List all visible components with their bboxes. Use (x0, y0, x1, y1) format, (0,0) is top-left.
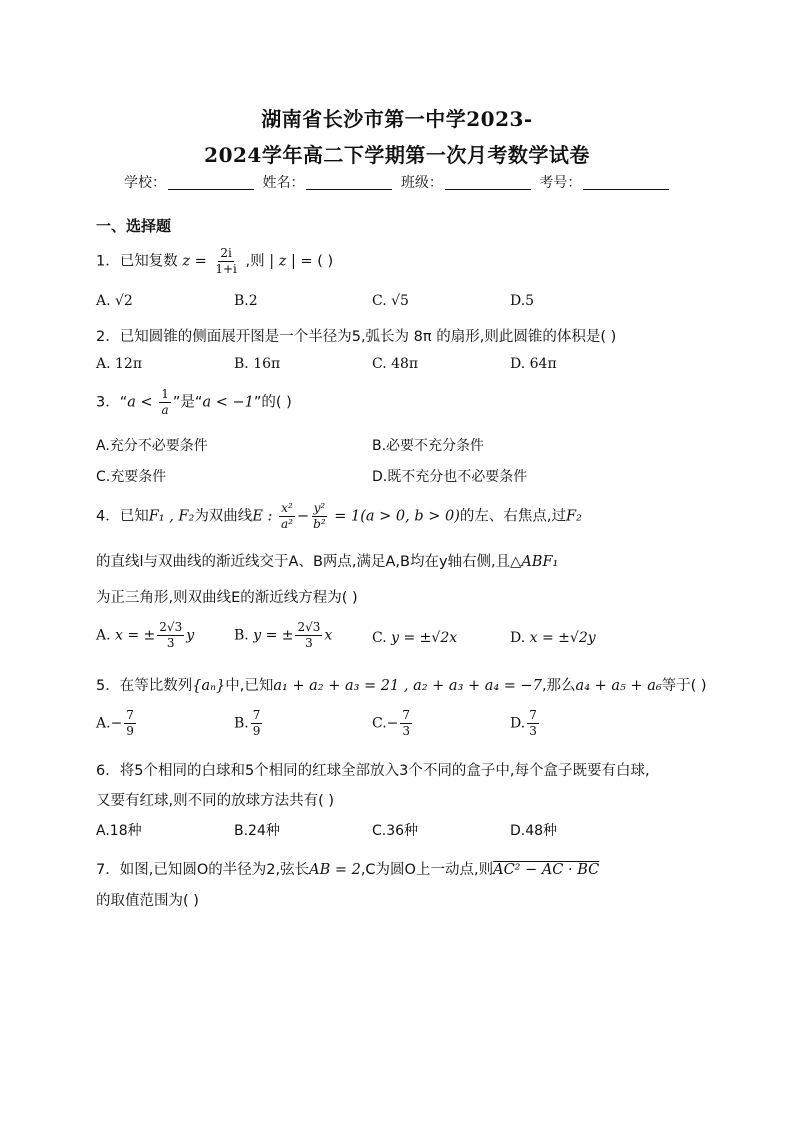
question-6-line1: 6．将5个相同的白球和5个相同的红球全部放入3个不同的盒子中,每个盒子既要有白球, (96, 763, 650, 779)
question-7-line2: 的取值范围为( ) (96, 893, 199, 909)
q5-eq2: a₄ + a₅ + a₆ (575, 678, 662, 694)
q4-frac-y-num: y² (313, 501, 326, 515)
school-blank[interactable] (168, 175, 254, 190)
q1-option-c[interactable]: C. √5 (372, 293, 409, 309)
q3-frac-den: a (161, 403, 169, 417)
q1-z-expr: z = (182, 253, 207, 270)
q1-fraction (213, 246, 239, 277)
question-3 (96, 387, 292, 418)
q1-stem: 1．已知复数 (96, 253, 178, 270)
q1-tail: = ( ) (300, 253, 334, 270)
student-info-row (124, 172, 673, 192)
q5-mid2: ,那么 (541, 678, 576, 694)
q6-option-a[interactable]: A.18种 (96, 823, 142, 839)
q3-option-a[interactable]: A.充分不必要条件 (96, 438, 208, 454)
q3-frac-num: 1 (161, 387, 169, 401)
q4-frac-x (279, 501, 295, 532)
question-6-line2: 又要有红球,则不同的放球方法共有( ) (96, 793, 335, 809)
q7-ab: AB = 2 (309, 862, 361, 878)
q3-post: ”的( ) (253, 394, 292, 411)
question-4-line3: 为正三角形,则双曲线E的渐近线方程为( ) (96, 590, 358, 606)
q5-option-a[interactable]: A.− $\frac{7}{9}$ (96, 708, 134, 738)
q5-stem: 5．在等比数列 (96, 678, 193, 694)
q4-mid: 为双曲线 (194, 508, 253, 525)
q1-abs: | z | (269, 253, 296, 270)
q1-option-d[interactable]: D.5 (510, 293, 535, 309)
q3-a-lt: a < (127, 394, 153, 411)
question-4-line1 (96, 501, 582, 532)
question-1 (96, 246, 333, 277)
q5-option-d[interactable]: D. $\frac{7}{3}$ (510, 708, 537, 738)
q4-foci: F₁ , F₂ (148, 508, 195, 525)
q4-frac-y (311, 501, 328, 532)
q7-stem: 7．如图,已知圆O的半径为2,弦长 (96, 862, 310, 878)
q4-frac-x-den: a² (281, 517, 293, 531)
q5-option-b[interactable]: B. $\frac{7}{9}$ (234, 708, 261, 738)
section-heading: 一、选择题 (96, 217, 172, 235)
q3-mid: ”是“ (172, 394, 203, 411)
q5-post: 等于( ) (661, 678, 707, 694)
q4-line2-text: 的直线l与双曲线的渐近线交于A、B两点,满足A,B均在y轴右侧,且 (96, 554, 511, 570)
q1-option-a[interactable]: A. √2 (96, 293, 133, 309)
q7-vector-expr: AC² − AC · BC (493, 862, 600, 878)
q4-option-a[interactable]: A. x = ± $\frac{2√3}{3}$ y (96, 620, 195, 650)
q3-stem: 3．“ (96, 394, 128, 411)
q2-option-d[interactable]: D. 64π (510, 356, 557, 372)
q3-option-b[interactable]: B.必要不充分条件 (372, 438, 485, 454)
q2-option-c[interactable]: C. 48π (372, 356, 419, 372)
exam-number-blank[interactable] (583, 175, 669, 190)
q4-triangle: △ABF₁ (510, 554, 559, 570)
q4-option-c[interactable]: C. y = ±√2x (372, 630, 458, 646)
q1-post: ,则 (245, 253, 265, 270)
question-7-line1 (96, 858, 599, 879)
q4-frac-x-num: x² (281, 501, 293, 515)
q3-fraction (159, 387, 171, 418)
q2-option-b[interactable]: B. 16π (234, 356, 281, 372)
q4-minus: − (296, 508, 310, 525)
q5-option-c[interactable]: C.− $\frac{7}{3}$ (372, 708, 411, 738)
q4-post: 的左、右焦点,过 (459, 508, 566, 525)
q7-mid: ,C为圆O上一动点,则 (360, 862, 494, 878)
q5-eq1: a₁ + a₂ + a₃ = 21 , a₂ + a₃ + a₄ = −7 (273, 678, 542, 694)
exam-title-line1: 湖南省长沙市第一中学2023- (261, 107, 533, 131)
class-blank[interactable] (445, 175, 531, 190)
exam-number-label: 考号： (539, 175, 582, 191)
q2-option-a[interactable]: A. 12π (96, 356, 143, 372)
class-label: 班级： (400, 175, 443, 191)
q4-eq: = 1(a > 0, b > 0) (334, 508, 460, 525)
q5-seq: {aₙ} (192, 678, 226, 694)
q5-mid: 中,已知 (225, 678, 274, 694)
question-2: 2．已知圆锥的侧面展开图是一个半径为5,弧长为 8π 的扇形,则此圆锥的体积是( ) (96, 329, 617, 345)
q4-stem: 4．已知 (96, 508, 149, 525)
q1-frac-num: 2i (220, 246, 232, 260)
q1-option-b[interactable]: B.2 (234, 293, 258, 309)
q6-option-d[interactable]: D.48种 (510, 823, 558, 839)
q4-option-d[interactable]: D. x = ±√2y (510, 630, 596, 646)
name-blank[interactable] (306, 175, 392, 190)
q3-option-c[interactable]: C.充要条件 (96, 469, 167, 485)
q4-frac-y-den: b² (313, 517, 326, 531)
school-label: 学校： (124, 175, 166, 191)
question-5 (96, 674, 707, 695)
q6-option-b[interactable]: B.24种 (234, 823, 280, 839)
exam-title-line2: 2024学年高二下学期第一次月考数学试卷 (204, 143, 590, 167)
q3-a-lt-neg1: a < −1 (202, 394, 254, 411)
question-4-line2 (96, 550, 558, 571)
q1-frac-den: 1+i (215, 262, 237, 276)
q4-option-b[interactable]: B. y = ± $\frac{2√3}{3}$ x (234, 620, 333, 650)
q6-option-c[interactable]: C.36种 (372, 823, 419, 839)
q4-f2: F₂ (566, 508, 582, 525)
name-label: 姓名： (262, 175, 305, 191)
q3-option-d[interactable]: D.既不充分也不必要条件 (372, 469, 528, 485)
q4-e: E : (252, 508, 273, 525)
